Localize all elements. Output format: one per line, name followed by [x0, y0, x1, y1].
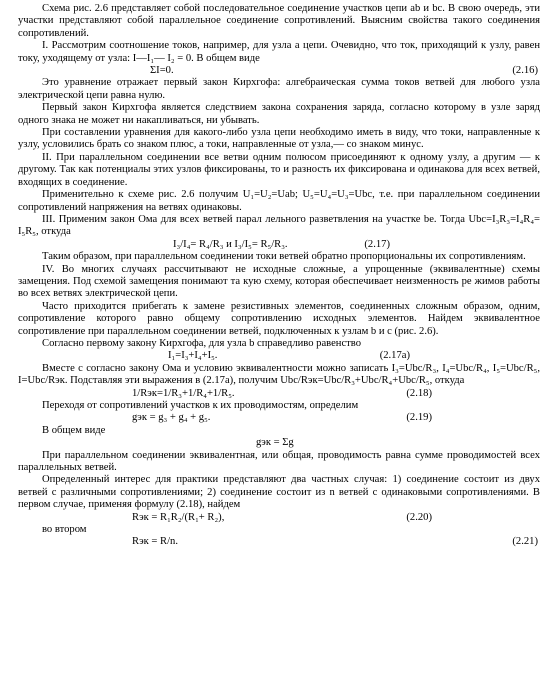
paragraph: Это уравнение отражает первый закон Кирхгофа: алгебраическая сумма токов ветвей для любого узла электрической цепи равна нулю. [18, 77, 540, 101]
equation-number: (2.17а) [379, 350, 410, 362]
equation-2-16 [18, 65, 540, 77]
equation-expression: I₃/I₄= R₄/R₃ и I₃/I₅= R₅/R₃. [173, 238, 288, 250]
equation-number [538, 437, 540, 449]
paragraph: В общем виде [42, 424, 106, 436]
paragraph: IV. Во многих случаях рассчитывают не исходные сложные, а упрощенные (эквивалентные) схемы замещения. Под схемой замещения понимают та кую схему, которая обеспечивает неизменность ре жимов работы во всех ветвях электрической цепи. [18, 263, 540, 300]
equation-2-20 [18, 512, 540, 524]
paragraph: II. При параллельном соединении все ветви одним полюсом присоединяют к одному узлу, а другим — к другому. Так как потенциалы этих узлов фиксированы, то и разность их фиксирована и одинакова для всех ветвей, входящих в соединение. [18, 151, 540, 188]
paragraph: При параллельном соединении эквивалентная, или общая, проводимость равна сумме проводимостей всех параллельных ветвей. [18, 449, 540, 474]
equation-general [18, 437, 540, 449]
paragraph: Согласно первому закону Кирхгофа, для узла b справедливо равенство [42, 337, 362, 349]
equation-expression: gэк = g₃ + g₄ + g₅. [132, 412, 211, 424]
paragraph: Часто приходится прибегать к замене резистивных элементов, соединенных сложным образом, одним, сопротивление которого равно общему сопротивлению исходных элементов. Найдем эквивалентное сопротивление при параллельном соединении ветвей, подключенных к узлам b и c (рис. 2.6). [18, 300, 540, 337]
paragraph: Первый закон Кирхгофа является следствием закона сохранения заряда, согласно которому в узле заряд одного знака не может ни накапливаться, ни убывать. [18, 102, 540, 126]
equation-2-17a [18, 350, 540, 362]
paragraph: Переходя от сопротивлений участков к их проводимостям, определим [42, 400, 359, 411]
equation-expression: Rэк = R/n. [132, 536, 178, 548]
equation-2-18 [18, 388, 540, 400]
equation-number: (2.21) [512, 536, 538, 548]
equation-number: (2.16) [512, 65, 538, 77]
equation-2-19 [18, 412, 540, 424]
equation-expression: 1/Rэк=1/R₃+1/R₄+1/R₅. [132, 387, 235, 399]
paragraph: Вместе с согласно закону Ома и условию эквивалентности можно записать I₃=Ubc/R₃, I₄=Ubc/R₄, I₅=Ubc/R₅, I=Ubc/Rэк. Подставляя эти выражения в (2.17а), получим Ubc/Rэк=Ubc/R₃+Ubc/R₄+Ubc/R₅, откуда [18, 362, 540, 387]
paragraph: I. Рассмотрим соотношение токов, например, для узла a цепи. Очевидно, что ток, приходящий к узлу, равен току, уходящему от узла: I—I₁— I₂ = 0. В общем виде [18, 40, 540, 64]
equation-number: (2.17) [364, 238, 390, 250]
paragraph: Применительно к схеме рис. 2.6 получим U₁=U₂=Uab; U₅=U₄=U₃=Ubc, т.е. при параллельном соединении сопротивлений напряжения на ветвях одинаковы. [18, 189, 540, 213]
paragraph: Определенный интерес для практики представляют два частных случая: 1) соединение состоит из двух ветвей с различными сопротивлениями; 2) соединение состоит из n ветвей с одинаковыми сопротивлениями. В первом случае, применяя формулу (2.18), найдем [18, 474, 540, 511]
paragraph: III. Применим закон Ома для всех ветвей парал лельного разветвления на участке be. Тогда Ubc=I₃R₃=I₄R₄= I₅R₅, откуда [18, 213, 540, 238]
equation-number: (2.19) [406, 412, 432, 424]
paragraph: во втором [42, 524, 87, 536]
equation-expression: gэк = Σg [256, 437, 294, 449]
equation-expression: Rэк = R₁R₂/(R₁+ R₂), [132, 511, 225, 523]
equation-number: (2.18) [406, 387, 432, 399]
equation-number: (2.20) [406, 511, 432, 523]
paragraph: Схема рис. 2.6 представляет собой последовательное соединение участков цепи ab и bc. В свою очередь, эти участки представляют собой параллельное соединение сопротивлений. Выясним свойства такого соединения сопротивлений. [18, 3, 540, 39]
equation-expression: ΣI=0. [150, 65, 174, 77]
equation-2-21 [18, 536, 540, 548]
paragraph: Таким образом, при параллельном соединении токи ветвей обратно пропорциональны их сопротивлениям. [42, 251, 526, 263]
equation-expression: I₁=I₃+I₄+I₅. [168, 350, 218, 362]
paragraph: При составлении уравнения для какого-либо узла цепи необходимо иметь в виду, что токи, направленные к узлу, условились брать со знаком плюс, а токи, направленные от узла,— со знаком минус. [18, 127, 540, 151]
equation-2-17 [18, 239, 540, 251]
